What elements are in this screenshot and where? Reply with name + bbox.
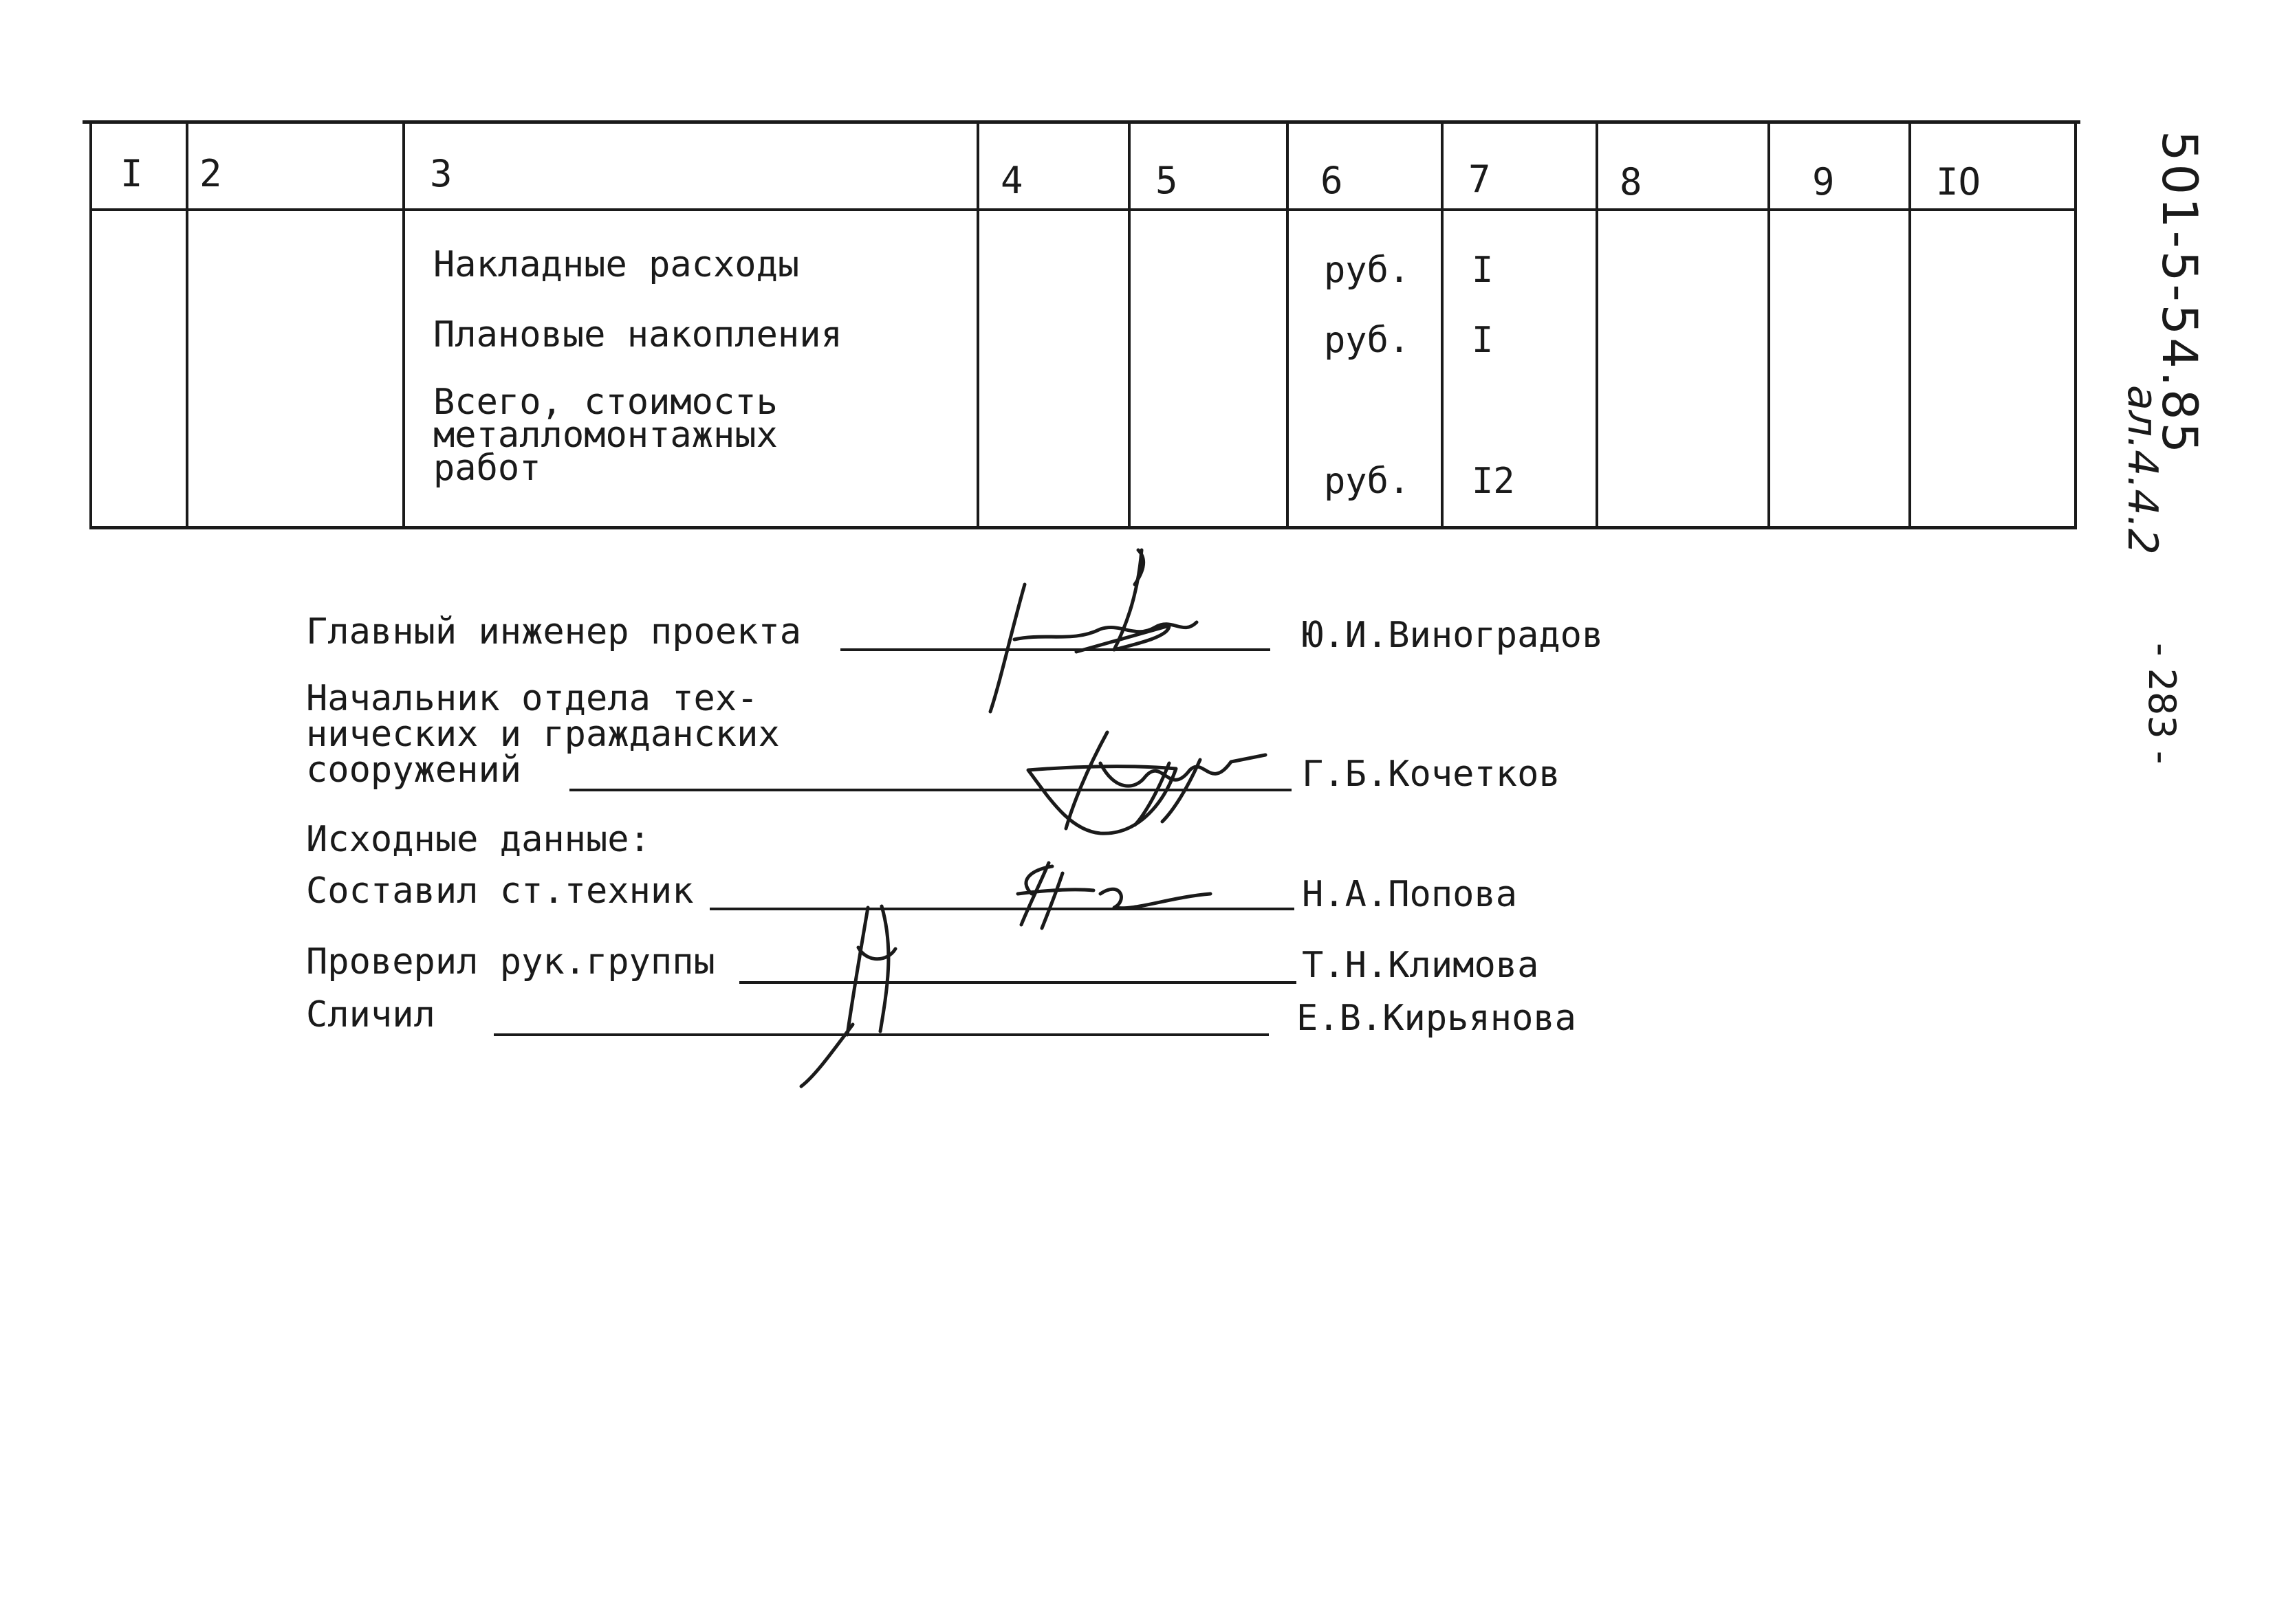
signature-role: Главный инженер проекта — [306, 611, 802, 652]
column-header-3: 3 — [430, 152, 453, 195]
signatory-name: Т.Н.Климова — [1302, 945, 1539, 986]
signature-scribble — [1018, 873, 1093, 928]
row-quantity: I — [1472, 320, 1494, 361]
signature-line — [739, 981, 1296, 984]
column-divider — [977, 124, 979, 529]
album-reference: ал.4.4.2 — [2118, 385, 2166, 555]
signature-line — [494, 1033, 1269, 1036]
row-description: Накладные расходы — [433, 244, 800, 285]
row-quantity: I — [1472, 250, 1494, 291]
column-divider — [1441, 124, 1444, 529]
signature-line — [840, 648, 1270, 651]
row-unit: руб. — [1324, 461, 1411, 502]
column-header-6: 6 — [1320, 159, 1343, 202]
signature-role: Составил ст.техник — [306, 870, 694, 912]
signature-scribble — [1028, 767, 1176, 833]
column-header-2: 2 — [199, 152, 222, 195]
row-description: металломонтажных — [433, 415, 778, 456]
table-left-border — [89, 120, 92, 529]
signature-scribble — [1076, 550, 1169, 652]
table-right-border — [2074, 120, 2077, 529]
signature-line — [569, 789, 1292, 791]
column-header-8: 8 — [1620, 160, 1642, 204]
signature-scribble — [1021, 863, 1052, 925]
column-divider — [1596, 124, 1598, 529]
column-divider — [1767, 124, 1770, 529]
row-description: Всего, стоимость — [433, 382, 778, 423]
signature-scribble — [1135, 550, 1144, 584]
signature-scribble — [1014, 622, 1197, 639]
row-unit: руб. — [1324, 320, 1411, 361]
table-bottom-rule — [89, 526, 2077, 529]
signatory-name: Е.В.Кирьянова — [1296, 998, 1576, 1039]
column-divider — [1286, 124, 1289, 529]
signatory-name: Г.Б.Кочетков — [1302, 754, 1560, 795]
column-header-5: 5 — [1155, 159, 1178, 202]
column-header-7: 7 — [1468, 157, 1491, 201]
signature-line — [710, 908, 1294, 910]
table-header-rule — [89, 208, 2077, 211]
column-header-9: 9 — [1812, 160, 1835, 204]
page-number: - 283 - — [2140, 643, 2184, 765]
row-unit: руб. — [1324, 250, 1411, 291]
signature-scribble — [1100, 889, 1210, 908]
document-code: 501-5-54.85 — [2151, 131, 2208, 457]
signature-role: сооружений — [306, 749, 522, 791]
column-divider — [186, 124, 188, 529]
signature-role: Сличил — [306, 994, 435, 1035]
signature-scribble — [1066, 732, 1265, 829]
signature-scribble — [847, 906, 889, 1035]
signature-role: Проверил рук.группы — [306, 941, 715, 983]
column-header-4: 4 — [1001, 159, 1023, 202]
signature-scribble — [1135, 760, 1200, 825]
cost-table — [89, 120, 2077, 529]
signature-role: Начальник отдела тех- — [306, 678, 759, 719]
section-heading: Исходные данные: — [306, 819, 651, 860]
signature-scribble — [858, 947, 895, 959]
signatory-name: Н.А.Попова — [1302, 874, 1518, 915]
signatory-name: Ю.И.Виноградов — [1302, 615, 1604, 656]
row-description: Плановые накопления — [433, 314, 842, 355]
signature-role: нических и гражданских — [306, 714, 780, 755]
column-header-1: I — [120, 152, 143, 195]
column-header-10: IO — [1936, 160, 1981, 204]
row-description: работ — [433, 448, 541, 489]
column-divider — [1908, 124, 1911, 529]
table-top-rule — [83, 120, 2080, 124]
column-divider — [402, 124, 405, 529]
column-divider — [1128, 124, 1131, 529]
row-quantity: I2 — [1472, 461, 1515, 502]
